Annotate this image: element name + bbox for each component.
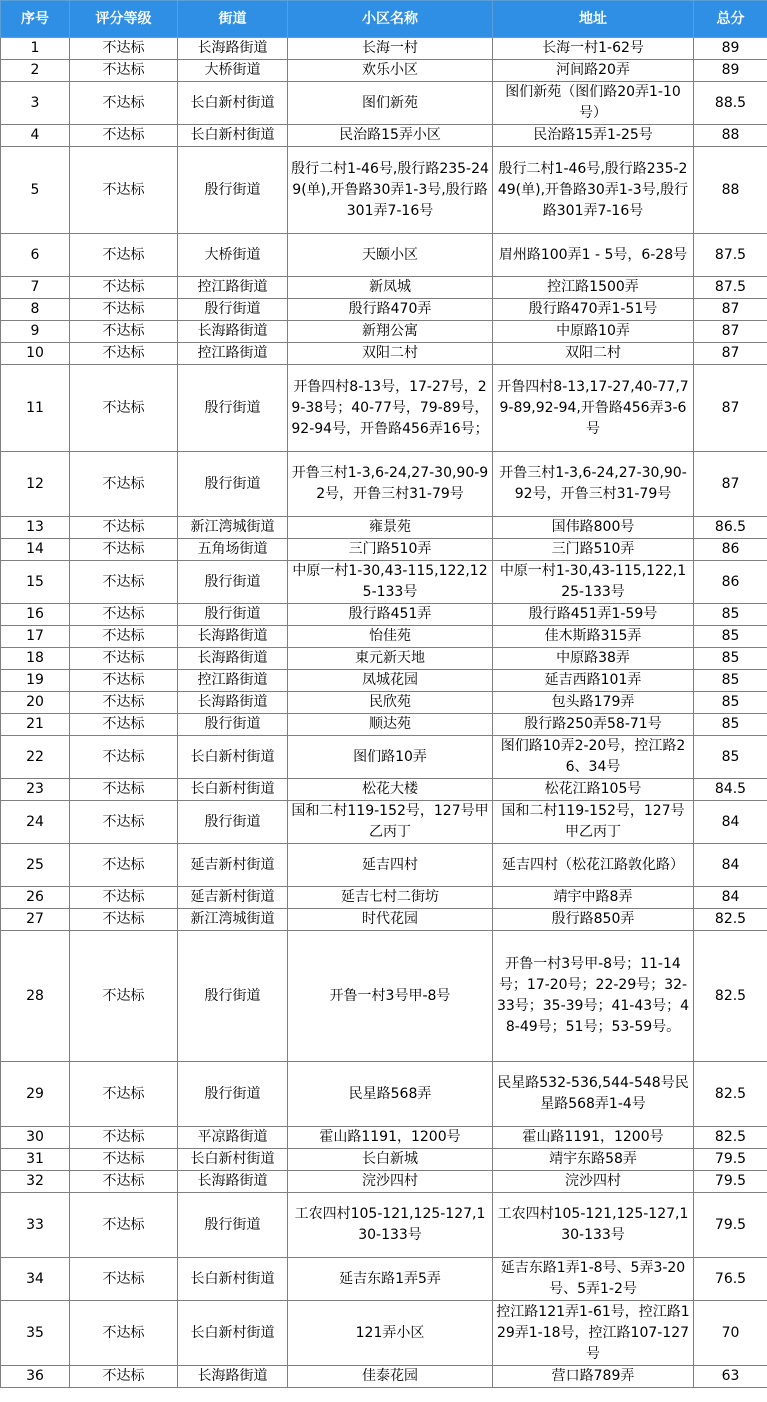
- cell-street: 控江路街道: [178, 277, 288, 299]
- cell-grade: 不达标: [70, 1127, 178, 1149]
- cell-score: 87.5: [694, 277, 767, 299]
- cell-index: 36: [1, 1366, 70, 1388]
- cell-address: 三门路510弄: [493, 539, 694, 561]
- cell-community: 开鲁三村1-3,6-24,27-30,90-92号，开鲁三村31-79号: [288, 452, 493, 517]
- cell-address: 殷行路250弄58-71号: [493, 714, 694, 736]
- cell-score: 84: [694, 801, 767, 844]
- table-row: [1, 539, 767, 561]
- cell-index: 22: [1, 736, 70, 779]
- table-row: [1, 779, 767, 801]
- cell-index: 15: [1, 561, 70, 604]
- table-row: [1, 844, 767, 887]
- cell-community: 延吉四村: [288, 844, 493, 887]
- cell-street: 殷行街道: [178, 714, 288, 736]
- cell-community: 殷行路451弄: [288, 604, 493, 626]
- cell-address: 民治路15弄1-25号: [493, 125, 694, 147]
- cell-index: 17: [1, 626, 70, 648]
- cell-grade: 不达标: [70, 321, 178, 343]
- cell-grade: 不达标: [70, 1366, 178, 1388]
- cell-grade: 不达标: [70, 736, 178, 779]
- cell-index: 24: [1, 801, 70, 844]
- cell-address: 包头路179弄: [493, 692, 694, 714]
- cell-score: 79.5: [694, 1149, 767, 1171]
- cell-score: 70: [694, 1301, 767, 1366]
- cell-street: 长海路街道: [178, 626, 288, 648]
- cell-address: 开鲁三村1-3,6-24,27-30,90-92号，开鲁三村31-79号: [493, 452, 694, 517]
- cell-index: 23: [1, 779, 70, 801]
- cell-street: 长白新村街道: [178, 125, 288, 147]
- cell-street: 殷行街道: [178, 365, 288, 452]
- cell-address: 河间路20弄: [493, 60, 694, 82]
- cell-address: 靖宇东路58弄: [493, 1149, 694, 1171]
- cell-score: 84: [694, 844, 767, 887]
- cell-street: 长白新村街道: [178, 779, 288, 801]
- cell-index: 34: [1, 1258, 70, 1301]
- cell-grade: 不达标: [70, 909, 178, 931]
- cell-score: 85: [694, 714, 767, 736]
- cell-grade: 不达标: [70, 1258, 178, 1301]
- cell-index: 30: [1, 1127, 70, 1149]
- cell-grade: 不达标: [70, 1171, 178, 1193]
- cell-index: 10: [1, 343, 70, 365]
- table-row: [1, 1366, 767, 1388]
- cell-address: 控江路1500弄: [493, 277, 694, 299]
- table-row: [1, 692, 767, 714]
- cell-index: 21: [1, 714, 70, 736]
- cell-street: 殷行街道: [178, 1193, 288, 1258]
- cell-index: 19: [1, 670, 70, 692]
- cell-score: 79.5: [694, 1171, 767, 1193]
- cell-grade: 不达标: [70, 604, 178, 626]
- cell-street: 新江湾城街道: [178, 909, 288, 931]
- cell-address: 佳木斯路315弄: [493, 626, 694, 648]
- cell-grade: 不达标: [70, 277, 178, 299]
- cell-address: 延吉西路101弄: [493, 670, 694, 692]
- table-row: [1, 670, 767, 692]
- cell-street: 长白新村街道: [178, 1301, 288, 1366]
- table-body: [1, 38, 767, 1388]
- cell-score: 82.5: [694, 1062, 767, 1127]
- table-row: [1, 125, 767, 147]
- cell-community: 殷行路470弄: [288, 299, 493, 321]
- cell-address: 开鲁一村3号甲-8号；11-14号；17-20号；22-29号；32-33号；35-39号；41-43号；48-49号；51号；53-59号。: [493, 931, 694, 1062]
- cell-index: 27: [1, 909, 70, 931]
- cell-score: 85: [694, 670, 767, 692]
- cell-score: 79.5: [694, 1193, 767, 1258]
- cell-street: 延吉新村街道: [178, 887, 288, 909]
- cell-grade: 不达标: [70, 626, 178, 648]
- cell-grade: 不达标: [70, 539, 178, 561]
- header-index: 序号: [1, 1, 70, 38]
- cell-score: 88: [694, 125, 767, 147]
- cell-grade: 不达标: [70, 147, 178, 234]
- cell-grade: 不达标: [70, 1149, 178, 1171]
- cell-index: 12: [1, 452, 70, 517]
- table-row: [1, 1258, 767, 1301]
- cell-grade: 不达标: [70, 234, 178, 277]
- cell-grade: 不达标: [70, 365, 178, 452]
- cell-street: 控江路街道: [178, 343, 288, 365]
- cell-address: 开鲁四村8-13,17-27,40-77,79-89,92-94,开鲁路456弄3-6号: [493, 365, 694, 452]
- table-row: [1, 604, 767, 626]
- cell-score: 88.5: [694, 82, 767, 125]
- cell-street: 新江湾城街道: [178, 517, 288, 539]
- table-row: [1, 82, 767, 125]
- cell-community: 凤城花园: [288, 670, 493, 692]
- cell-index: 18: [1, 648, 70, 670]
- cell-score: 88: [694, 147, 767, 234]
- cell-grade: 不达标: [70, 1301, 178, 1366]
- table-row: [1, 452, 767, 517]
- cell-address: 中原路10弄: [493, 321, 694, 343]
- cell-score: 84: [694, 887, 767, 909]
- cell-street: 殷行街道: [178, 147, 288, 234]
- cell-index: 26: [1, 887, 70, 909]
- cell-index: 16: [1, 604, 70, 626]
- header-community: 小区名称: [288, 1, 493, 38]
- cell-address: 殷行路451弄1-59号: [493, 604, 694, 626]
- cell-score: 89: [694, 60, 767, 82]
- cell-index: 31: [1, 1149, 70, 1171]
- cell-grade: 不达标: [70, 931, 178, 1062]
- cell-street: 殷行街道: [178, 561, 288, 604]
- cell-community: 延吉东路1弄5弄: [288, 1258, 493, 1301]
- cell-address: 靖宇中路8弄: [493, 887, 694, 909]
- cell-grade: 不达标: [70, 692, 178, 714]
- cell-score: 87: [694, 343, 767, 365]
- cell-score: 87: [694, 299, 767, 321]
- cell-address: 浣沙四村: [493, 1171, 694, 1193]
- header-address: 地址: [493, 1, 694, 38]
- cell-community: 图们路10弄: [288, 736, 493, 779]
- cell-score: 84.5: [694, 779, 767, 801]
- cell-community: 佳泰花园: [288, 1366, 493, 1388]
- table-row: [1, 909, 767, 931]
- cell-address: 中原路38弄: [493, 648, 694, 670]
- cell-grade: 不达标: [70, 1193, 178, 1258]
- cell-street: 长白新村街道: [178, 82, 288, 125]
- header-street: 街道: [178, 1, 288, 38]
- cell-index: 14: [1, 539, 70, 561]
- cell-score: 82.5: [694, 931, 767, 1062]
- cell-index: 28: [1, 931, 70, 1062]
- cell-score: 85: [694, 626, 767, 648]
- cell-street: 长白新村街道: [178, 1258, 288, 1301]
- cell-grade: 不达标: [70, 452, 178, 517]
- cell-grade: 不达标: [70, 887, 178, 909]
- cell-score: 86: [694, 561, 767, 604]
- cell-grade: 不达标: [70, 844, 178, 887]
- cell-street: 长海路街道: [178, 321, 288, 343]
- cell-grade: 不达标: [70, 299, 178, 321]
- table-row: [1, 277, 767, 299]
- cell-grade: 不达标: [70, 561, 178, 604]
- cell-community: 民欣苑: [288, 692, 493, 714]
- cell-community: 121弄小区: [288, 1301, 493, 1366]
- cell-address: 双阳二村: [493, 343, 694, 365]
- cell-score: 89: [694, 38, 767, 60]
- cell-grade: 不达标: [70, 779, 178, 801]
- table-row: [1, 321, 767, 343]
- cell-street: 殷行街道: [178, 931, 288, 1062]
- cell-score: 85: [694, 692, 767, 714]
- table-row: [1, 234, 767, 277]
- cell-street: 殷行街道: [178, 452, 288, 517]
- cell-community: 长白新城: [288, 1149, 493, 1171]
- table-row: [1, 736, 767, 779]
- cell-grade: 不达标: [70, 517, 178, 539]
- cell-street: 长白新村街道: [178, 736, 288, 779]
- cell-address: 民星路532-536,544-548号民星路568弄1-4号: [493, 1062, 694, 1127]
- cell-community: 时代花园: [288, 909, 493, 931]
- cell-address: 工农四村105-121,125-127,130-133号: [493, 1193, 694, 1258]
- cell-address: 中原一村1-30,43-115,122,125-133号: [493, 561, 694, 604]
- cell-community: 图们新苑: [288, 82, 493, 125]
- cell-street: 控江路街道: [178, 670, 288, 692]
- cell-community: 开鲁四村8-13号，17-27号，29-38号；40-77号，79-89号，92-94号，开鲁路456弄16号；: [288, 365, 493, 452]
- cell-street: 长海路街道: [178, 692, 288, 714]
- cell-community: 欢乐小区: [288, 60, 493, 82]
- cell-score: 63: [694, 1366, 767, 1388]
- table-row: [1, 147, 767, 234]
- table-row: [1, 1171, 767, 1193]
- cell-score: 85: [694, 648, 767, 670]
- cell-street: 长海路街道: [178, 1171, 288, 1193]
- cell-index: 35: [1, 1301, 70, 1366]
- cell-street: 大桥街道: [178, 234, 288, 277]
- table-row: [1, 1301, 767, 1366]
- cell-community: 殷行二村1-46号,殷行路235-249(单),开鲁路30弄1-3号,殷行路301弄7-16号: [288, 147, 493, 234]
- cell-index: 5: [1, 147, 70, 234]
- cell-score: 85: [694, 604, 767, 626]
- table-row: [1, 1127, 767, 1149]
- cell-index: 9: [1, 321, 70, 343]
- cell-address: 延吉四村（松花江路敦化路）: [493, 844, 694, 887]
- table-row: [1, 38, 767, 60]
- cell-address: 眉州路100弄1 - 5号，6-28号: [493, 234, 694, 277]
- cell-score: 85: [694, 736, 767, 779]
- cell-street: 殷行街道: [178, 604, 288, 626]
- cell-street: 殷行街道: [178, 299, 288, 321]
- cell-community: 长海一村: [288, 38, 493, 60]
- cell-grade: 不达标: [70, 648, 178, 670]
- cell-score: 87.5: [694, 234, 767, 277]
- cell-street: 延吉新村街道: [178, 844, 288, 887]
- table-row: [1, 648, 767, 670]
- cell-address: 控江路121弄1-61号，控江路129弄1-18号，控江路107-127号: [493, 1301, 694, 1366]
- cell-address: 国伟路800号: [493, 517, 694, 539]
- cell-address: 延吉东路1弄1-8号、5弄3-20号、5弄1-2号: [493, 1258, 694, 1301]
- cell-index: 33: [1, 1193, 70, 1258]
- cell-address: 霍山路1191，1200号: [493, 1127, 694, 1149]
- cell-street: 长海路街道: [178, 648, 288, 670]
- cell-community: 新凤城: [288, 277, 493, 299]
- table-row: [1, 517, 767, 539]
- cell-score: 86.5: [694, 517, 767, 539]
- cell-index: 29: [1, 1062, 70, 1127]
- cell-community: 国和二村119-152号，127号甲乙丙丁: [288, 801, 493, 844]
- cell-community: 新翔公寓: [288, 321, 493, 343]
- table-row: [1, 626, 767, 648]
- cell-street: 平凉路街道: [178, 1127, 288, 1149]
- cell-index: 4: [1, 125, 70, 147]
- table-row: [1, 365, 767, 452]
- cell-community: 顺达苑: [288, 714, 493, 736]
- cell-grade: 不达标: [70, 1062, 178, 1127]
- table-row: [1, 1149, 767, 1171]
- cell-index: 7: [1, 277, 70, 299]
- cell-community: 松花大楼: [288, 779, 493, 801]
- cell-grade: 不达标: [70, 343, 178, 365]
- cell-grade: 不达标: [70, 125, 178, 147]
- cell-address: 营口路789弄: [493, 1366, 694, 1388]
- cell-address: 殷行路850弄: [493, 909, 694, 931]
- cell-grade: 不达标: [70, 60, 178, 82]
- cell-community: 三门路510弄: [288, 539, 493, 561]
- cell-community: 東元新天地: [288, 648, 493, 670]
- cell-community: 怡佳苑: [288, 626, 493, 648]
- cell-address: 图们路10弄2-20号，控江路26、34号: [493, 736, 694, 779]
- cell-score: 82.5: [694, 909, 767, 931]
- cell-index: 8: [1, 299, 70, 321]
- cell-index: 1: [1, 38, 70, 60]
- table-row: [1, 60, 767, 82]
- table-row: [1, 887, 767, 909]
- cell-street: 殷行街道: [178, 1062, 288, 1127]
- cell-address: 殷行二村1-46号,殷行路235-249(单),开鲁路30弄1-3号,殷行路301弄7-16号: [493, 147, 694, 234]
- cell-score: 86: [694, 539, 767, 561]
- cell-community: 民星路568弄: [288, 1062, 493, 1127]
- cell-index: 3: [1, 82, 70, 125]
- cell-street: 长白新村街道: [178, 1149, 288, 1171]
- cell-score: 87: [694, 452, 767, 517]
- cell-score: 87: [694, 321, 767, 343]
- cell-grade: 不达标: [70, 82, 178, 125]
- cell-community: 中原一村1-30,43-115,122,125-133号: [288, 561, 493, 604]
- header-row: [1, 1, 767, 38]
- cell-address: 殷行路470弄1-51号: [493, 299, 694, 321]
- table-row: [1, 801, 767, 844]
- cell-community: 天颐小区: [288, 234, 493, 277]
- cell-index: 2: [1, 60, 70, 82]
- cell-grade: 不达标: [70, 801, 178, 844]
- cell-community: 雍景苑: [288, 517, 493, 539]
- cell-index: 13: [1, 517, 70, 539]
- cell-street: 长海路街道: [178, 1366, 288, 1388]
- cell-score: 82.5: [694, 1127, 767, 1149]
- cell-street: 大桥街道: [178, 60, 288, 82]
- cell-index: 20: [1, 692, 70, 714]
- cell-address: 图们新苑（图们路20弄1-10号）: [493, 82, 694, 125]
- header-grade: 评分等级: [70, 1, 178, 38]
- cell-community: 延吉七村二街坊: [288, 887, 493, 909]
- table-row: [1, 931, 767, 1062]
- cell-community: 工农四村105-121,125-127,130-133号: [288, 1193, 493, 1258]
- table-row: [1, 1062, 767, 1127]
- cell-address: 长海一村1-62号: [493, 38, 694, 60]
- cell-index: 11: [1, 365, 70, 452]
- cell-street: 五角场街道: [178, 539, 288, 561]
- cell-grade: 不达标: [70, 670, 178, 692]
- cell-community: 霍山路1191，1200号: [288, 1127, 493, 1149]
- cell-index: 25: [1, 844, 70, 887]
- table-row: [1, 299, 767, 321]
- table-row: [1, 1193, 767, 1258]
- table-row: [1, 343, 767, 365]
- table-row: [1, 561, 767, 604]
- cell-grade: 不达标: [70, 714, 178, 736]
- cell-index: 32: [1, 1171, 70, 1193]
- cell-score: 87: [694, 365, 767, 452]
- cell-community: 双阳二村: [288, 343, 493, 365]
- cell-community: 开鲁一村3号甲-8号: [288, 931, 493, 1062]
- cell-grade: 不达标: [70, 38, 178, 60]
- cell-street: 殷行街道: [178, 801, 288, 844]
- cell-score: 76.5: [694, 1258, 767, 1301]
- cell-street: 长海路街道: [178, 38, 288, 60]
- cell-address: 国和二村119-152号，127号甲乙丙丁: [493, 801, 694, 844]
- cell-community: 民治路15弄小区: [288, 125, 493, 147]
- table-row: [1, 714, 767, 736]
- cell-index: 6: [1, 234, 70, 277]
- cell-community: 浣沙四村: [288, 1171, 493, 1193]
- header-score: 总分: [694, 1, 767, 38]
- cell-address: 松花江路105号: [493, 779, 694, 801]
